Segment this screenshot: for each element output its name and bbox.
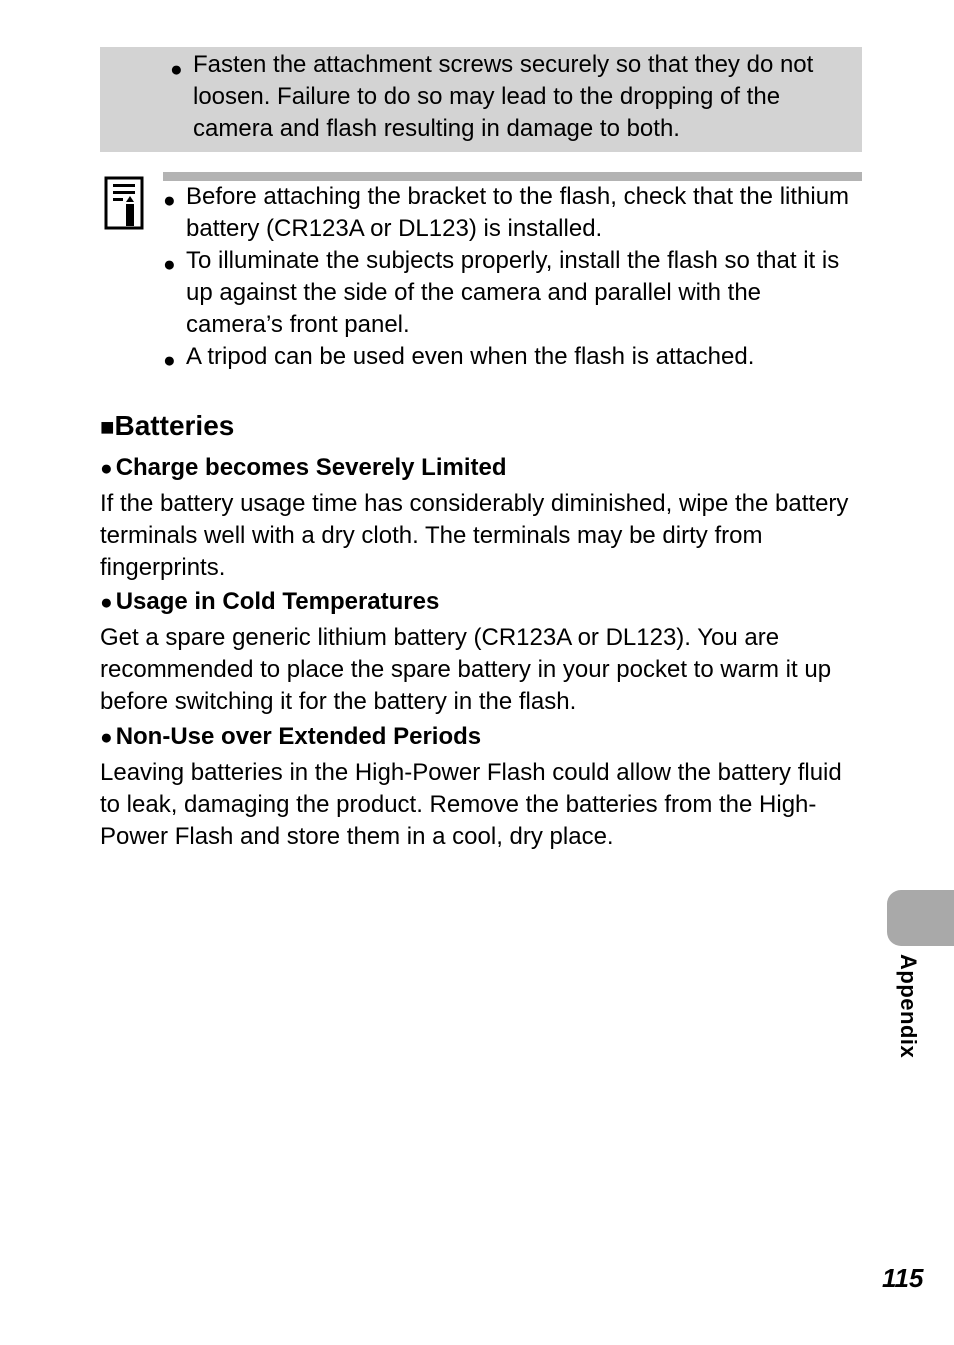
bullet: ● xyxy=(170,58,183,81)
bullet: ● xyxy=(163,189,176,212)
subsection-heading xyxy=(100,586,439,619)
page-number: 115 xyxy=(882,1263,924,1293)
subsection-body: Get a spare generic lithium battery (CR123A or DL123). You are recommended to place the spare battery in your pocket to warm it up before switching it for the battery in the flash. xyxy=(100,624,832,715)
subsection-heading-text: Usage in Cold Temperatures xyxy=(115,588,440,615)
caution-text: Fasten the attachment screws securely so that they do not loosen. Failure to do so may lead to the dropping of the camera and flash resulting in damage to both. xyxy=(193,51,814,142)
subsection-body: If the battery usage time has considerably diminished, wipe the battery terminals well with a dry cloth. The terminals may be dirty from fingerprints. xyxy=(100,490,849,581)
bullet: ● xyxy=(100,591,113,614)
note-item xyxy=(163,181,863,245)
subsection-heading xyxy=(100,721,481,754)
appendix-tab xyxy=(887,890,954,946)
note-divider xyxy=(163,172,862,181)
square-marker: ■ xyxy=(100,414,115,441)
memo-icon xyxy=(104,176,148,237)
subsection-heading-text: Non-Use over Extended Periods xyxy=(115,723,482,750)
bullet: ● xyxy=(100,726,113,749)
note-text: To illuminate the subjects properly, install the flash so that it is up against the side of the camera and parallel with the camera’s front panel. xyxy=(186,247,840,338)
note-list xyxy=(163,181,863,373)
subsection-heading xyxy=(100,452,507,485)
section-title xyxy=(100,408,234,446)
appendix-label: Appendix xyxy=(896,954,921,1059)
section-title-text: Batteries xyxy=(114,410,235,441)
subsection-heading-text: Charge becomes Severely Limited xyxy=(115,454,507,481)
bullet: ● xyxy=(163,253,176,276)
bullet: ● xyxy=(163,349,176,372)
note-text: A tripod can be used even when the flash is attached. xyxy=(186,343,755,370)
caution-box xyxy=(100,47,862,152)
note-text: Before attaching the bracket to the flash, check that the lithium battery (CR123A or DL123) is installed. xyxy=(186,183,850,242)
subsection-body: Leaving batteries in the High-Power Flash could allow the battery fluid to leak, damaging the product. Remove the batteries from the High-Power Flash and store them in a cool, dry place. xyxy=(100,759,842,850)
note-item xyxy=(163,341,863,373)
bullet: ● xyxy=(100,457,113,480)
note-item xyxy=(163,245,863,341)
